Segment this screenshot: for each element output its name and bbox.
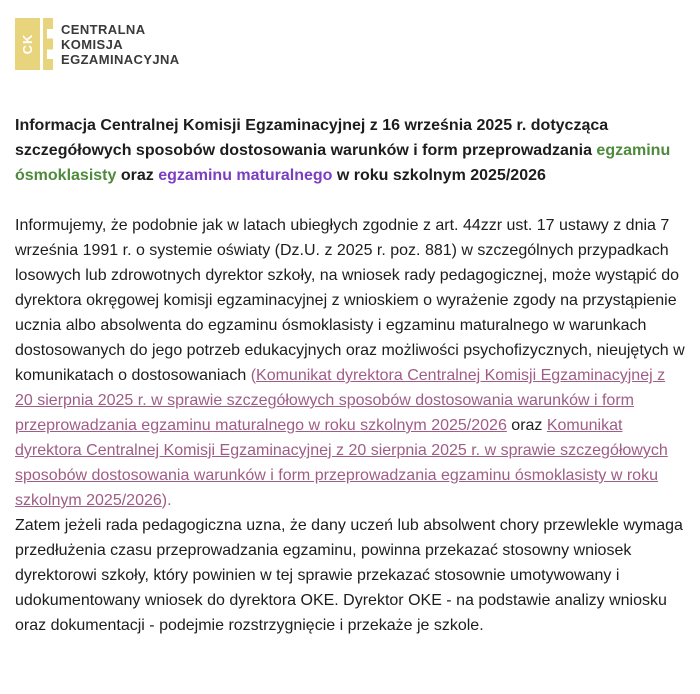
logo-name-line-1: CENTRALNA: [61, 21, 146, 37]
link-komunikat-maturalny[interactable]: Komunikat dyrektora Centralnej Komisji Egzaminacyjnej z 20 sierpnia 2025 r. w sprawie szczegółowych sposobów dostosowania warunków i form przeprowadzania egzaminu maturalnego w roku szkolnym 2025/2026: [15, 367, 666, 434]
logo-abbr: CK: [20, 33, 35, 55]
paren-close: ).: [161, 492, 172, 509]
title-exam-osmoklasisty: egzaminu ósmoklasisty: [15, 142, 671, 184]
title-part-2: w roku szkolnym 2025/2026: [332, 167, 546, 184]
body-conclusion: Zatem jeżeli rada pedagogiczna uzna, że dany uczeń lub absolwent chory przewlekle wymaga przedłużenia czasu przeprowadzania egzaminu, powinna przekazać stosowny wniosek dyrektorowi szkoły, który powinien w tej sprawie przekazać stosownie umotywowany i udokumentowany wniosek do dyrektora OKE. Dyrektor OKE - na podstawie analizy wniosku oraz dokumentacji - podejmie rozstrzygnięcie i przekaże je szkole.: [15, 517, 683, 634]
link-komunikat-osmoklasisty[interactable]: Komunikat dyrektora Centralnej Komisji Egzaminacyjnej z 20 sierpnia 2025 r. w sprawie szczegółowych sposobów dostosowania warunków i form przeprowadzania egzaminu ósmoklasisty w roku szkolnym 2025/2026: [15, 417, 668, 509]
logo-e-shape: [43, 18, 53, 70]
body-paragraph: [15, 213, 686, 638]
cke-logo-icon: [15, 18, 53, 70]
cke-logo: [15, 18, 686, 70]
logo-name-line-3: EGZAMINACYJNA: [61, 51, 180, 67]
paren-open: (: [250, 367, 257, 384]
cke-logo-mark: [15, 18, 53, 70]
page-title: [15, 113, 686, 188]
link-connector: oraz: [506, 417, 547, 434]
logo-name-line-2: KOMISJA: [61, 36, 124, 52]
title-connector: oraz: [116, 167, 159, 184]
title-exam-maturalny: egzaminu maturalnego: [158, 167, 333, 184]
title-part-1: Informacja Centralnej Komisji Egzaminacyjnej z 16 września 2025 r. dotycząca szczegółowych sposobów dostosowania warunków i form przeprowadzania: [15, 117, 609, 159]
body-intro: Informujemy, że podobnie jak w latach ubiegłych zgodnie z art. 44zzr ust. 17 ustawy z dnia 7 września 1991 r. o systemie oświaty (Dz.U. z 2025 r. poz. 881) w szczególnych przypadkach losowych lub zdrowotnych dyrektor szkoły, na wniosek rady pedagogicznej, może wystąpić do dyrektora okręgowej komisji egzaminacyjnej z wnioskiem o wyrażenie zgody na przystąpienie ucznia albo absolwenta do egzaminu ósmoklasisty i egzaminu maturalnego w warunkach dostosowanych do jego potrzeb edukacyjnych oraz możliwości psychofizycznych, nieujętych w komunikatach o dostosowaniach: [15, 217, 685, 384]
logo-name: [61, 22, 180, 67]
